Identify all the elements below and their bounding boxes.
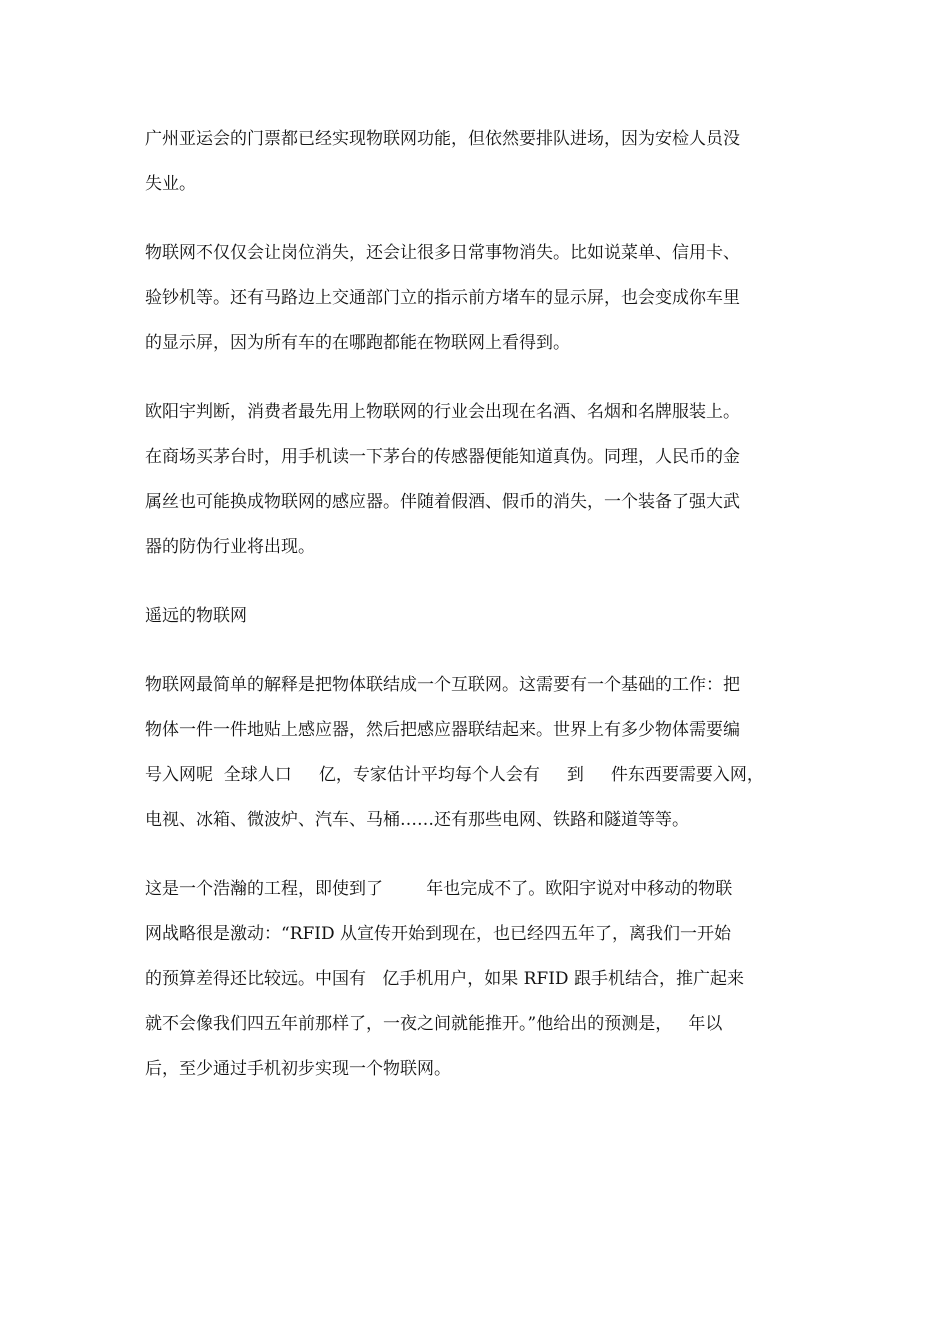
section-heading bbox=[145, 594, 809, 639]
text-line: 就不会像我们四五年前那样了，一夜之间就能推开。”他给出的预测是， 年以 bbox=[145, 1014, 723, 1034]
paragraph bbox=[145, 867, 809, 1092]
text-line: 欧阳宇判断，消费者最先用上物联网的行业会出现在名酒、名烟和名牌服装上。 bbox=[145, 402, 740, 422]
text-line: 器的防伪行业将出现。 bbox=[145, 537, 315, 557]
text-line: 在商场买茅台时，用手机读一下茅台的传感器便能知道真伪。同理，人民币的金 bbox=[145, 447, 740, 467]
text-line: 的显示屏，因为所有车的在哪跑都能在物联网上看得到。 bbox=[145, 333, 570, 353]
text-line: 电视、冰箱、微波炉、汽车、马桶……还有那些电网、铁路和隧道等等。 bbox=[145, 810, 689, 830]
text-line: 属丝也可能换成物联网的感应器。伴随着假酒、假币的消失，一个装备了强大武 bbox=[145, 492, 740, 512]
text-line: 这是一个浩瀚的工程，即使到了 年也完成不了。欧阳宇说对中移动的物联 bbox=[145, 879, 733, 899]
text-line: 失业。 bbox=[145, 174, 196, 194]
text-line: 网战略很是激动：“RFID 从宣传开始到现在，也已经四五年了，离我们一开始 bbox=[145, 924, 732, 944]
text-line: 物联网最简单的解释是把物体联结成一个互联网。这需要有一个基础的工作：把 bbox=[145, 675, 740, 695]
text-line: 广州亚运会的门票都已经实现物联网功能，但依然要排队进场，因为安检人员没 bbox=[145, 129, 740, 149]
paragraph bbox=[145, 663, 809, 843]
text-line: 验钞机等。还有马路边上交通部门立的指示前方堵车的显示屏，也会变成你车里 bbox=[145, 288, 740, 308]
text-line: 物联网不仅仅会让岗位消失，还会让很多日常事物消失。比如说菜单、信用卡、 bbox=[145, 243, 740, 263]
heading-line: 遥远的物联网 bbox=[145, 606, 247, 626]
text-line: 的预算差得还比较远。中国有 亿手机用户，如果 RFID 跟手机结合，推广起来 bbox=[145, 969, 744, 989]
paragraph bbox=[145, 390, 809, 570]
paragraph bbox=[145, 231, 809, 366]
text-line: 物体一件一件地贴上感应器，然后把感应器联结起来。世界上有多少物体需要编 bbox=[145, 720, 740, 740]
paragraph bbox=[145, 117, 809, 207]
text-line: 后，至少通过手机初步实现一个物联网。 bbox=[145, 1059, 451, 1079]
document-body bbox=[145, 117, 809, 1116]
text-line: 号入网呢 全球人口 亿，专家估计平均每个人会有 到 件东西要需要入网， bbox=[145, 765, 764, 785]
